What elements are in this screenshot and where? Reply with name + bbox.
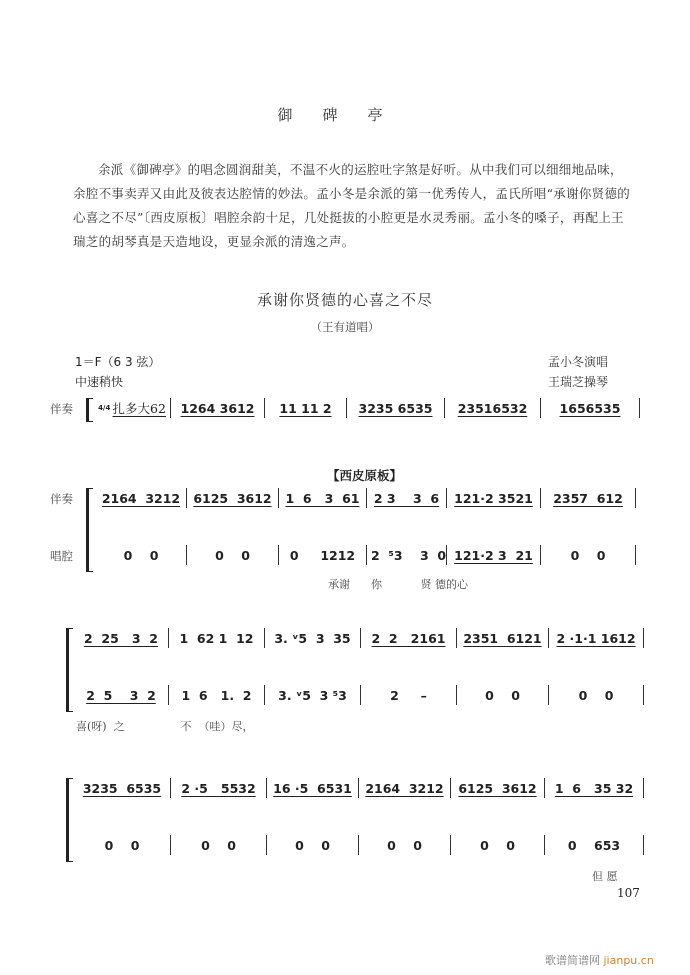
notes: 0 0 bbox=[201, 837, 236, 853]
system-bracket bbox=[86, 488, 93, 572]
notes: 0 0 bbox=[485, 687, 520, 703]
notes: 2 2 2161 bbox=[371, 630, 446, 646]
notes: 3. ᵛ5 3 35 bbox=[274, 630, 351, 646]
measure bbox=[74, 835, 170, 855]
measure bbox=[446, 488, 540, 508]
page-number: 107 bbox=[617, 886, 640, 900]
measure bbox=[548, 628, 644, 648]
measure bbox=[446, 545, 540, 565]
measure bbox=[540, 488, 636, 508]
measure bbox=[74, 685, 168, 705]
measure bbox=[96, 545, 186, 565]
lyrics: 喜(呀) 之 不 （哇）尽， bbox=[76, 720, 254, 733]
measure bbox=[266, 778, 358, 798]
section-banner: 【西皮原板】 bbox=[327, 468, 403, 483]
measure bbox=[358, 835, 450, 855]
measure bbox=[266, 835, 358, 855]
notes: 2351 6121 bbox=[463, 630, 542, 646]
notes: 3235 6535 bbox=[82, 780, 162, 796]
notes: 2 ⁵3 3 0 bbox=[371, 547, 447, 563]
lyrics: 承谢 你 贤 德的心 bbox=[328, 578, 468, 591]
notes: 121·2 3 21 bbox=[454, 547, 533, 563]
notes: 1 6 3 61 bbox=[285, 490, 360, 506]
singer-credit: 孟小冬演唱 bbox=[548, 355, 609, 369]
notes: 1264 3612 bbox=[180, 400, 255, 416]
notes: 1656535 bbox=[559, 400, 621, 416]
notes: 16 ·5 6531 bbox=[273, 780, 352, 796]
measure bbox=[366, 488, 446, 508]
accompanist-credit: 王瑞芝操琴 bbox=[548, 375, 609, 389]
measure bbox=[94, 398, 170, 418]
measure bbox=[346, 398, 444, 418]
measure bbox=[450, 778, 544, 798]
song-subtitle: （王有道唱） bbox=[310, 320, 380, 334]
notes: 121·2 3521 bbox=[454, 490, 533, 506]
notes: 2357 612 bbox=[553, 490, 623, 506]
key-signature: 1＝F（6 3 弦） bbox=[75, 355, 161, 369]
measure bbox=[540, 545, 636, 565]
notes: 23516532 bbox=[457, 400, 528, 416]
intro-paragraph: 余派《御碑亭》的唱念圆润甜美，不温不火的运腔吐字煞是好听。从中我们可以细细地品味，余腔不事卖弄又由此及彼表达腔情的妙法。孟小冬是余派的第一优秀传人，孟氏所唱“承谢你贤德的心喜之不尽”〔西皮原板〕唱腔余韵十足，几处挺拔的小腔更是水灵秀丽。孟小冬的嗓子，再配上王瑞芝的胡琴真是天造地设，更显余派的清逸之声。 bbox=[73, 162, 631, 249]
notes: 0 0 bbox=[480, 837, 515, 853]
accompaniment-row bbox=[74, 778, 644, 798]
measure bbox=[360, 628, 456, 648]
notes: 1 6 1. 2 bbox=[181, 687, 252, 703]
measure bbox=[74, 778, 170, 798]
measure bbox=[278, 545, 366, 565]
notes: 3235 6535 bbox=[358, 400, 433, 416]
notes: 2 ·1·1 1612 bbox=[556, 630, 636, 646]
accompaniment-row bbox=[74, 628, 644, 648]
notes: 2164 3212 bbox=[101, 490, 181, 506]
notes: 2 25 3 2 bbox=[84, 630, 158, 646]
watermark-site-name: 歌谱简谱网 bbox=[545, 954, 600, 967]
watermark bbox=[545, 952, 654, 968]
notes: 0 0 bbox=[578, 687, 614, 703]
measure bbox=[170, 835, 266, 855]
measure bbox=[456, 628, 548, 648]
measure bbox=[544, 778, 644, 798]
notes: 1 62 1 12 bbox=[179, 630, 254, 646]
notes: 3. ᵛ5 3 ⁵3 bbox=[278, 687, 347, 703]
notes: 2 ·5 5532 bbox=[181, 780, 256, 796]
measure bbox=[456, 685, 548, 705]
measure bbox=[264, 398, 346, 418]
measure bbox=[358, 778, 450, 798]
system-bracket bbox=[66, 628, 73, 712]
measure bbox=[450, 835, 544, 855]
measure bbox=[544, 835, 644, 855]
notes: 11 11 2 bbox=[279, 400, 332, 416]
page-title: 御碑亭 bbox=[277, 106, 413, 124]
notes: 0 653 bbox=[567, 837, 621, 853]
watermark-url: jianpu.cn bbox=[603, 954, 654, 967]
notes: 2 3 3 6 bbox=[373, 490, 440, 506]
notes: 0 0 bbox=[123, 547, 159, 563]
system-bracket bbox=[86, 398, 93, 422]
notes: 2 – bbox=[390, 687, 427, 703]
system-bracket bbox=[66, 778, 73, 862]
accompaniment-row bbox=[94, 398, 640, 418]
notes: 1 6 35 32 bbox=[554, 780, 634, 796]
notes: 0 0 bbox=[570, 547, 606, 563]
measure bbox=[548, 685, 644, 705]
measure bbox=[278, 488, 366, 508]
notes: 0 0 bbox=[215, 547, 250, 563]
measure bbox=[186, 545, 278, 565]
measure bbox=[74, 628, 168, 648]
measure bbox=[170, 778, 266, 798]
notes: 6125 3612 bbox=[193, 490, 272, 506]
measure bbox=[96, 488, 186, 508]
lyrics: 但 愿 bbox=[592, 870, 618, 883]
measure bbox=[540, 398, 640, 418]
vocal-row bbox=[74, 685, 644, 705]
notes: 2 5 3 2 bbox=[86, 687, 156, 703]
tempo-marking: 中速稍快 bbox=[75, 375, 124, 389]
accompaniment-row bbox=[96, 488, 642, 508]
measure bbox=[360, 685, 456, 705]
measure bbox=[168, 685, 264, 705]
notes: 0 0 bbox=[104, 837, 140, 853]
accompaniment-label: 伴奏 bbox=[50, 402, 73, 416]
vocal-row bbox=[96, 545, 642, 565]
notes: 6125 3612 bbox=[458, 780, 537, 796]
measure bbox=[170, 398, 264, 418]
measure bbox=[366, 545, 446, 565]
notes: 2164 3212 bbox=[365, 780, 444, 796]
vocal-row bbox=[74, 835, 644, 855]
time-signature: 4/4 bbox=[98, 403, 111, 412]
measure bbox=[264, 685, 360, 705]
vocal-label: 唱腔 bbox=[50, 549, 73, 563]
notes: 0 0 bbox=[387, 837, 422, 853]
song-title: 承谢你贤德的心喜之不尽 bbox=[256, 291, 433, 309]
accompaniment-label: 伴奏 bbox=[50, 492, 73, 506]
notes: 0 1212 bbox=[289, 547, 356, 563]
measure bbox=[444, 398, 540, 418]
measure bbox=[168, 628, 264, 648]
notes: 0 0 bbox=[295, 837, 330, 853]
measure bbox=[264, 628, 360, 648]
measure bbox=[186, 488, 278, 508]
notes: 扎多大62 bbox=[112, 401, 166, 416]
